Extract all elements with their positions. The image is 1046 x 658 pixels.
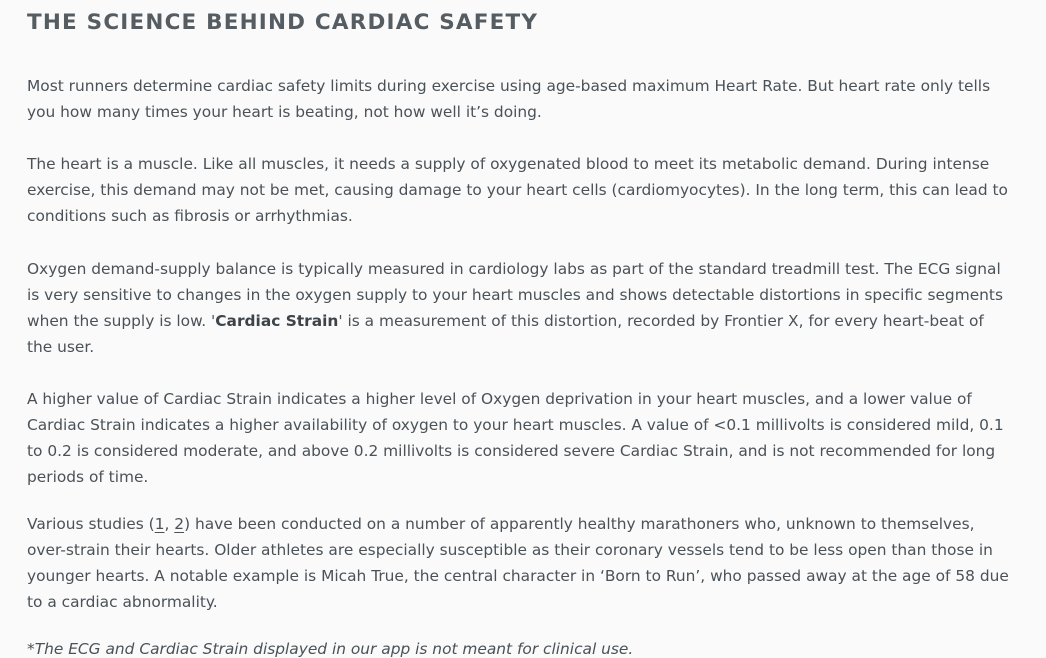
paragraph-heart-rate: Most runners determine cardiac safety limits during exercise using age-based maximum Heart Rate. But heart rate only tells you how many times your heart is beating, not how well it’s doing.	[27, 77, 991, 121]
study-reference-link-1[interactable]: 1	[154, 515, 165, 533]
paragraph-cardiac-strain-definition	[27, 256, 1012, 360]
page-title: THE SCIENCE BEHIND CARDIAC SAFETY	[27, 10, 539, 35]
paragraph-text: Various studies (	[27, 515, 155, 533]
paragraph-text: ) have been conducted on a number of apparently healthy marathoners who, unknown to themselves, over-strain their hearts. Older athletes are especially susceptible as their coronary vessels tend to be less open than those in younger hearts. A notable example is Micah True, the central character in ‘Born to Run’, who passed away at the age of 58 due to a cardiac abnormality.	[27, 515, 1009, 611]
cardiac-strain-term: Cardiac Strain	[215, 312, 339, 330]
clinical-disclaimer: *The ECG and Cardiac Strain displayed in our app is not meant for clinical use.	[27, 640, 634, 658]
paragraph-text: ' is a measurement of this distortion, recorded by Frontier X, for every heart-beat of the user.	[27, 312, 984, 356]
study-reference-link-2[interactable]: 2	[174, 515, 185, 533]
paragraph-strain-levels: A higher value of Cardiac Strain indicates a higher level of Oxygen deprivation in your heart muscles, and a lower value of Cardiac Strain indicates a higher availability of oxygen to your heart muscles. A value of <0.1 millivolts is considered mild, 0.1 to 0.2 is considered moderate, and above 0.2 millivolts is considered severe Cardiac Strain, and is not recommended for long periods of time.	[27, 390, 1004, 486]
reference-separator: ,	[164, 515, 175, 533]
paragraph-text: Oxygen demand-supply balance is typically measured in cardiology labs as part of the standard treadmill test. The ECG signal is very sensitive to changes in the oxygen supply to your heart muscles and shows detectable distortions in specific segments when the supply is low. '	[27, 260, 1003, 330]
paragraph-studies	[27, 511, 1012, 615]
paragraph-heart-muscle: The heart is a muscle. Like all muscles, it needs a supply of oxygenated blood to meet its metabolic demand. During intense exercise, this demand may not be met, causing damage to your heart cells (cardiomyocytes). In the long term, this can lead to conditions such as fibrosis or arrhythmias.	[27, 155, 1008, 225]
